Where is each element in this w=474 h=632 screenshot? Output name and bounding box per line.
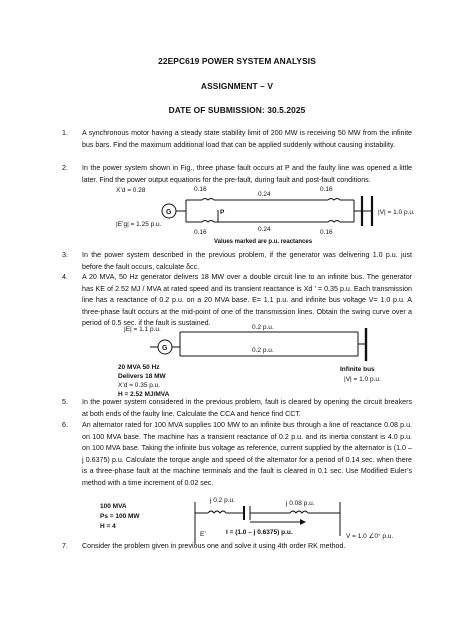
emf-label: |E| = 1.1 p.u. bbox=[124, 326, 161, 333]
infinite-bus-label: Infinite bus bbox=[340, 366, 375, 373]
bus-voltage-label-2: |V| = 1.0 p.u. bbox=[344, 376, 381, 383]
bus-voltage-label-3: V = 1.0 ∠0° p.u. bbox=[346, 533, 394, 540]
question-text-7: Consider the problem given in previous one and solve it using 4th order RK method. bbox=[82, 542, 346, 550]
figure-alternator-system bbox=[90, 492, 430, 548]
question-number-3: 3. bbox=[62, 251, 68, 259]
emf-label-3: E’ bbox=[200, 531, 206, 538]
generator-symbol-label-2: G bbox=[162, 345, 168, 352]
reactance-top-left: 0.16 bbox=[194, 186, 207, 193]
line-reactance-top: 0.24 bbox=[258, 191, 271, 198]
gen-spec-4: H = 2.52 MJ/MVA bbox=[118, 391, 170, 398]
generator-symbol-label: G bbox=[166, 209, 172, 216]
question-number-7: 7. bbox=[62, 542, 68, 550]
transient-reactance-label: X’d = 0.28 bbox=[116, 187, 146, 194]
alt-spec-3: H = 4 bbox=[100, 523, 116, 530]
line-reactance-label-3: j 0.08 p.u. bbox=[286, 500, 315, 507]
reactance-bottom-right: 0.16 bbox=[320, 229, 333, 236]
gen-spec-1: 20 MVA 50 Hz bbox=[118, 364, 160, 371]
assignment-title: ASSIGNMENT – V bbox=[200, 81, 274, 91]
bus-voltage-label: |V| = 1.0 p.u. bbox=[378, 209, 415, 216]
alt-spec-2: Ps = 100 MW bbox=[100, 513, 140, 520]
transient-reactance-label-3: j 0.2 p.u. bbox=[210, 497, 235, 504]
gen-spec-3: X’d = 0.35 p.u. bbox=[118, 382, 161, 389]
current-label: I = (1.0 – j 0.6375) p.u. bbox=[226, 529, 293, 536]
figure-caption: Values marked are p.u. reactances bbox=[214, 239, 313, 245]
submission-date: DATE OF SUBMISSION: 30.5.2025 bbox=[168, 105, 306, 115]
question-text-1: A synchronous motor having a steady state stability limit of 200 MW is receiving 50 MW from the infinite bus bars. Find the maximum additional load that can be applied suddenly without causing instability. bbox=[82, 129, 412, 149]
course-title: 22EPC619 POWER SYSTEM ANALYSIS bbox=[158, 56, 316, 66]
line-reactance-bottom: 0.24 bbox=[258, 226, 271, 233]
gen-spec-2: Delivers 18 MW bbox=[118, 373, 166, 380]
figure-fault-system bbox=[110, 186, 440, 246]
reactance-top-right: 0.16 bbox=[320, 186, 333, 193]
question-text-2: In the power system shown in Fig., three phase fault occurs at P and the faulty line was opened a little later. Find the power output equations for the pre-fault, during fault and post-fault conditions. bbox=[82, 164, 412, 184]
fault-label: P bbox=[220, 209, 225, 216]
question-text-5: In the power system considered in the previous problem, fault is cleared by opening the circuit breakers at both ends of the faulty line. Calculate the CCA and hence find CCT. bbox=[82, 398, 412, 418]
question-number-2: 2. bbox=[62, 164, 68, 172]
question-number-4: 4. bbox=[62, 273, 68, 281]
line-1-reactance: 0.2 p.u. bbox=[252, 324, 274, 331]
question-text-6: An alternator rated for 100 MVA supplies 100 MW to an infinite bus through a line of reactance 0.08 p.u. on 100 MVA base. The machine has a transient reactance of 0.2 p.u. and its inertia constant is 4.0 p.u. on 100 MVA base. Taking the infinite bus voltage as reference, current supplied by the alternator is (1.0 – j 0.6375) p.u. Calculate the torque angle and speed of the alternator for a period of 0.14 sec. when there is a three-phase fault at the machine terminals and the fault is cleared in 0.1 sec. Use Modified Euler’s method with a time increment of 0.02 sec. bbox=[82, 421, 412, 487]
figure-double-circuit bbox=[110, 323, 440, 405]
reactance-bottom-left: 0.16 bbox=[194, 229, 207, 236]
question-number-6: 6. bbox=[62, 421, 68, 429]
question-text-3: In the power system described in the previous problem, if the generator was delivering 1.0 p.u. just before the fault occurs, calculate δcc. bbox=[82, 251, 412, 271]
question-number-1: 1. bbox=[62, 129, 68, 137]
line-2-reactance: 0.2 p.u. bbox=[252, 347, 274, 354]
generator-voltage-label: |E’g| = 1.25 p.u. bbox=[116, 221, 162, 228]
question-text-4: A 20 MVA, 50 Hz generator delivers 18 MW over a double circuit line to an infinite bus. The generator has KE of 2.52 MJ / MVA at rated speed and its transient reactance is Xd ’ = 0.35 p.u. Each transmission line has a reactance of 0.2 p.u. on a 20 MVA base. E= 1.1 p.u. and infinite bus voltage V= 1.0 p.u. A three-phase fault occurs at the mid-point of one of the transmission lines. Obtain the swing curve over a period of 0.5 sec. if the fault is sustained. bbox=[82, 273, 412, 328]
question-number-5: 5. bbox=[62, 398, 68, 406]
alt-spec-1: 100 MVA bbox=[100, 503, 127, 510]
